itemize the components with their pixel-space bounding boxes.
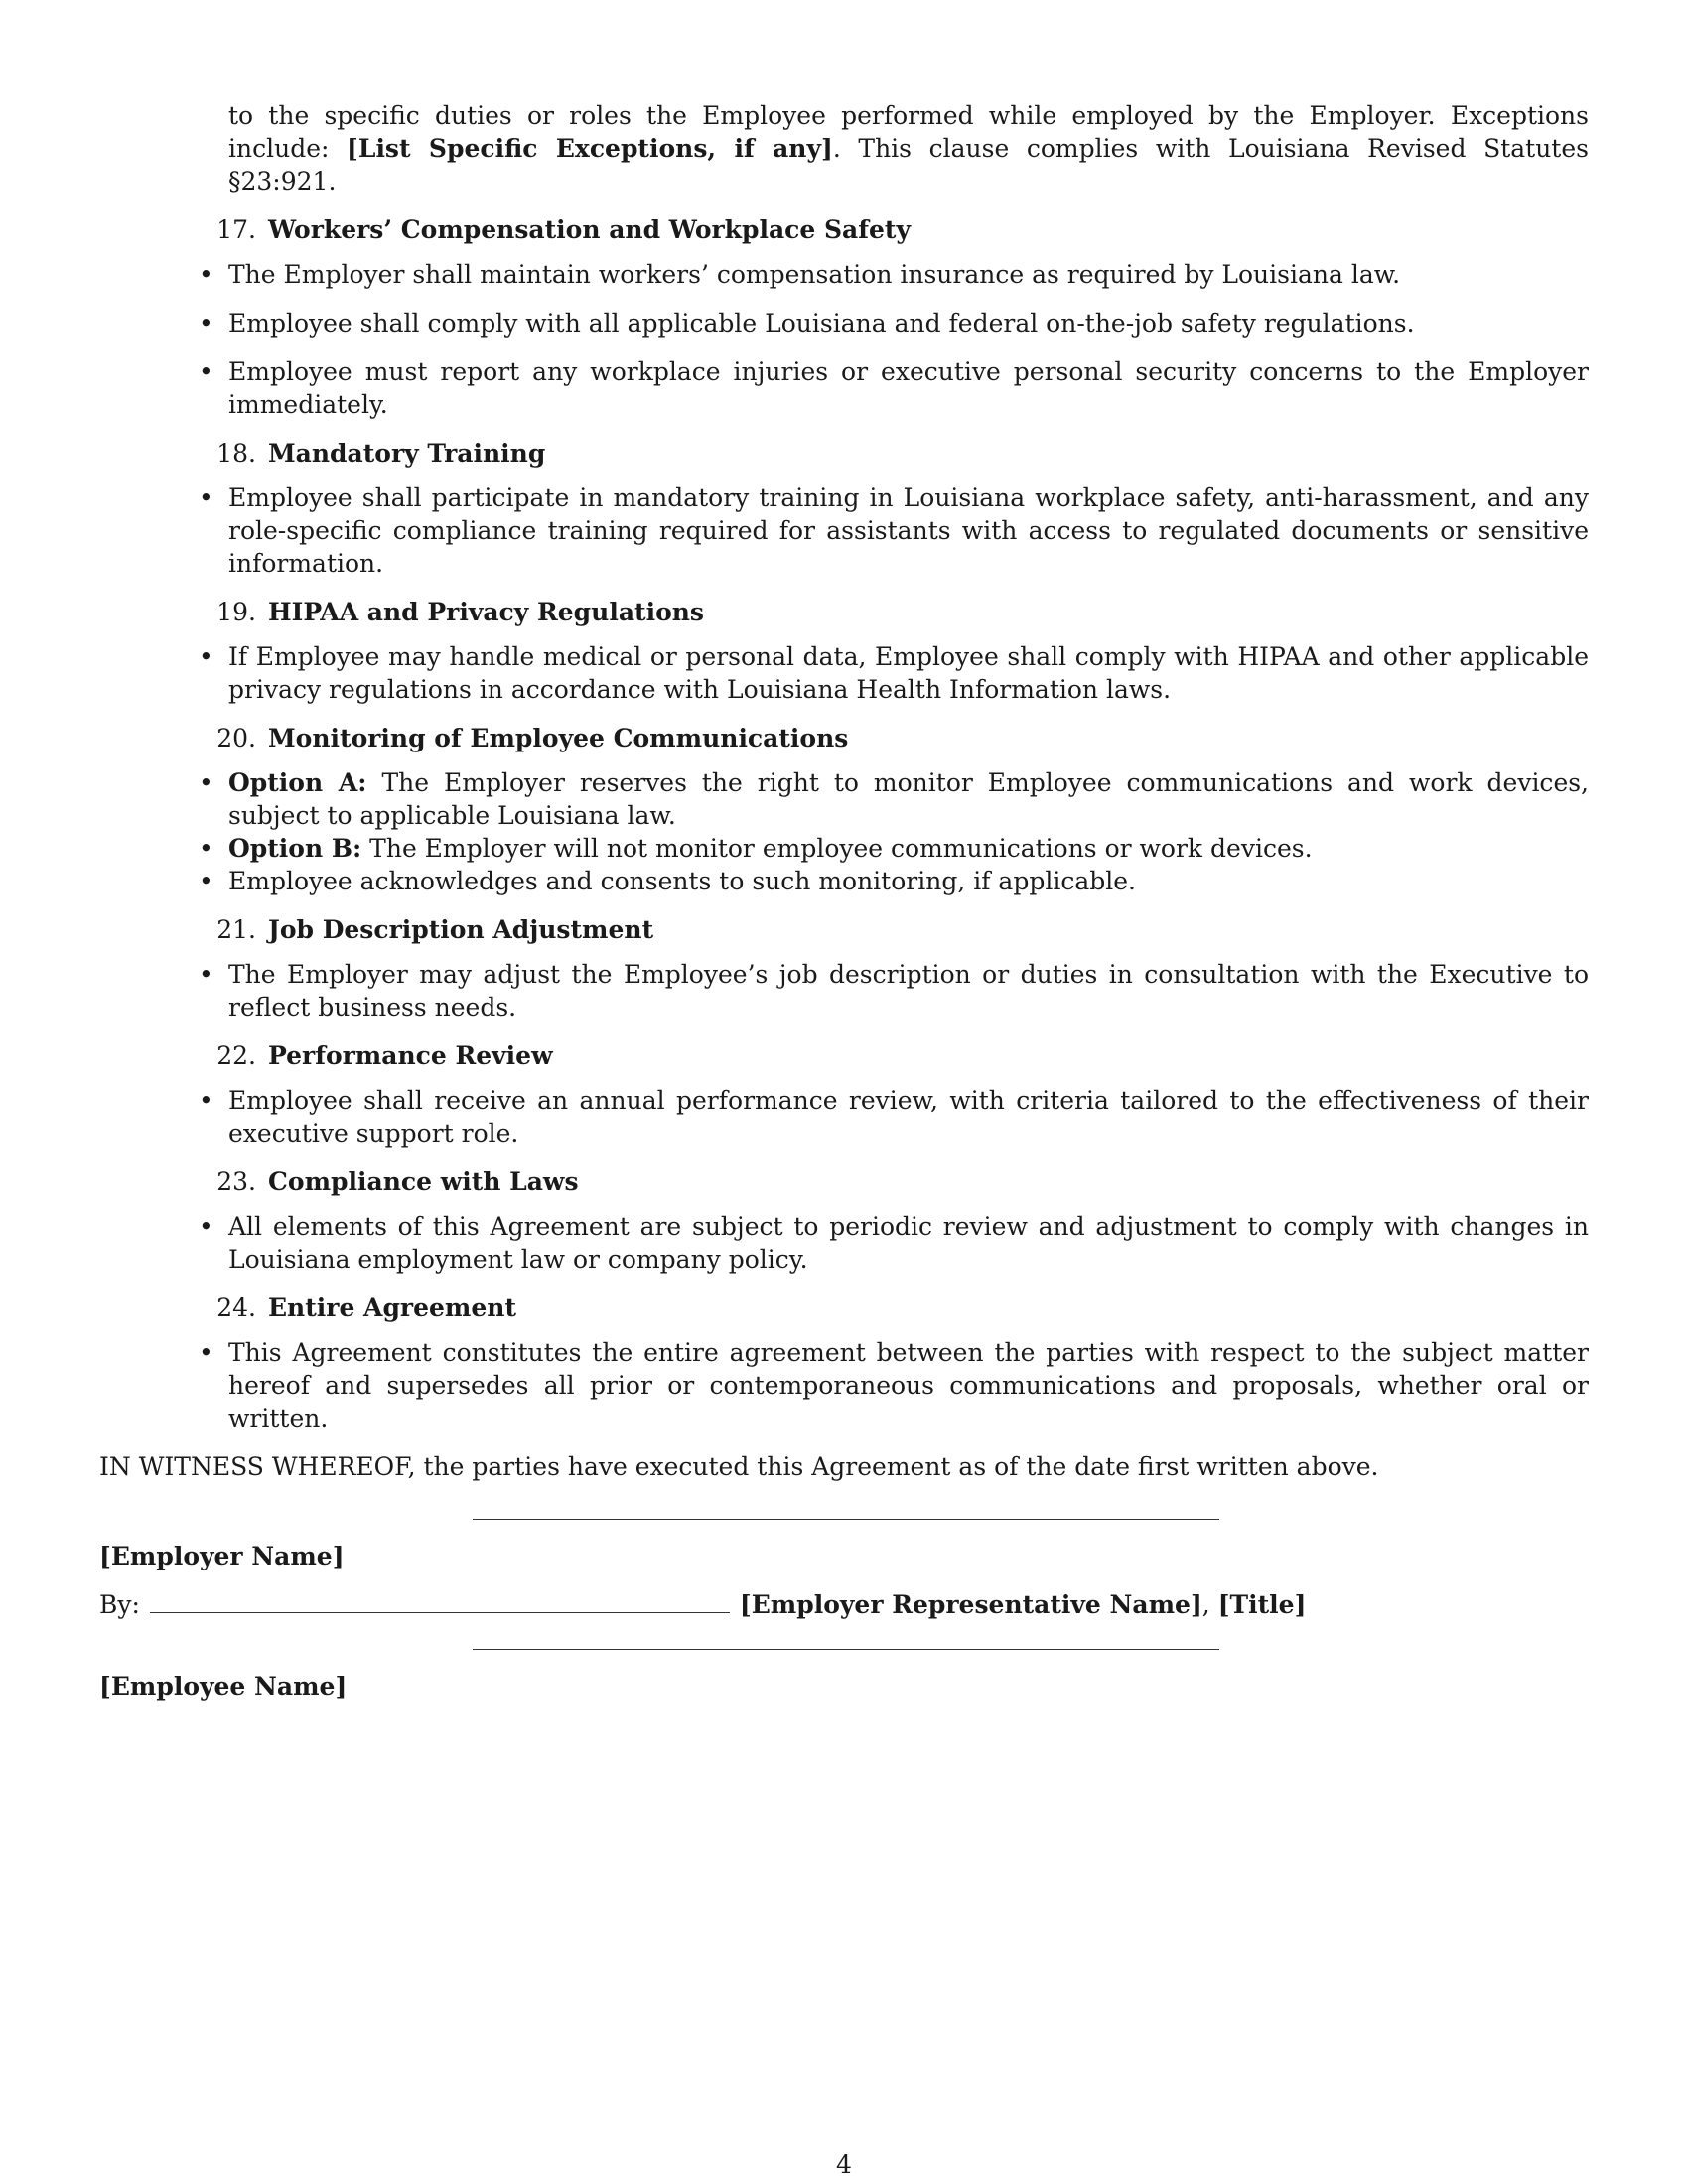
section-18-list — [99, 481, 1589, 580]
section-20-list — [99, 766, 1589, 897]
section-title: Compliance with Laws — [268, 1167, 579, 1196]
list-item: • Employee shall participate in mandatory training in Louisiana workplace safety, anti-harassment, and any role-specific compliance training required for assistants with access to regulated documents or sensitive information. — [228, 481, 1589, 580]
section-24-heading — [169, 1292, 1589, 1324]
document-page — [99, 99, 1589, 1703]
representative-title: [Title] — [1217, 1590, 1307, 1619]
section-title: Entire Agreement — [268, 1294, 516, 1322]
list-item: • Employee shall comply with all applicable Louisiana and federal on-the-job safety regulations. — [228, 307, 1589, 340]
list-item: • All elements of this Agreement are subject to periodic review and adjustment to comply with changes in Louisiana employment law or company policy. — [228, 1210, 1589, 1276]
section-19-list — [99, 640, 1589, 706]
section-title: Monitoring of Employee Communications — [268, 724, 849, 752]
section-number: 17. — [216, 215, 256, 244]
witness-statement: IN WITNESS WHEREOF, the parties have executed this Agreement as of the date first written above. — [99, 1452, 1379, 1481]
section-title: Workers’ Compensation and Workplace Safety — [268, 215, 911, 244]
continuation-text: to the specific duties or roles the Employee performed while employed by the Employer. Exceptions include: — [228, 101, 1589, 163]
section-23-list — [99, 1210, 1589, 1276]
option-b-text: The Employer will not monitor employee communications or work devices. — [361, 834, 1313, 863]
section-title: HIPAA and Privacy Regulations — [268, 598, 705, 626]
option-a-label: Option A: — [228, 768, 367, 797]
section-21-heading — [169, 913, 1589, 946]
list-item: • The Employer may adjust the Employee’s job description or duties in consultation with the Executive to reflect business needs. — [228, 958, 1589, 1024]
section-number: 20. — [216, 724, 256, 752]
section-21-list — [99, 958, 1589, 1024]
option-a-item — [228, 766, 1589, 832]
option-a-text: The Employer reserves the right to monitor Employee communications and work devices, subject to applicable Louisiana law. — [228, 768, 1590, 830]
employer-signature-line — [473, 1519, 1219, 1520]
section-24-list — [99, 1336, 1589, 1434]
employer-name: [Employer Name] — [99, 1542, 345, 1570]
list-item: • If Employee may handle medical or personal data, Employee shall comply with HIPAA and other applicable privacy regulations in accordance with Louisiana Health Information laws. — [228, 640, 1589, 706]
option-b-label: Option B: — [228, 834, 362, 863]
list-item: • Employee acknowledges and consents to such monitoring, if applicable. — [228, 865, 1589, 897]
section-number: 22. — [216, 1041, 256, 1070]
employee-signature-line — [473, 1649, 1219, 1650]
by-signature-blank — [150, 1588, 730, 1613]
employer-by-line — [99, 1588, 1589, 1621]
name-title-separator: , — [1201, 1590, 1218, 1619]
section-23-heading — [169, 1165, 1589, 1198]
list-item: • Employee shall receive an annual performance review, with criteria tailored to the effectiveness of their executive support role. — [228, 1084, 1589, 1150]
section-title: Mandatory Training — [268, 439, 546, 468]
section-title: Job Description Adjustment — [268, 915, 654, 944]
section-22-list — [99, 1084, 1589, 1150]
employee-name: [Employee Name] — [99, 1672, 348, 1701]
by-label: By: — [99, 1590, 140, 1619]
continuation-paragraph — [228, 99, 1589, 198]
section-number: 19. — [216, 598, 256, 626]
list-item: • Employee must report any workplace injuries or executive personal security concerns to the Employer immediately. — [228, 355, 1589, 421]
section-18-heading — [169, 437, 1589, 470]
section-number: 21. — [216, 915, 256, 944]
section-17-heading — [169, 213, 1589, 246]
option-b-item — [228, 832, 1589, 865]
section-22-heading — [169, 1039, 1589, 1072]
section-number: 24. — [216, 1294, 256, 1322]
list-item: • The Employer shall maintain workers’ compensation insurance as required by Louisiana law. — [228, 258, 1589, 291]
representative-name: [Employer Representative Name] — [739, 1590, 1202, 1619]
section-title: Performance Review — [268, 1041, 553, 1070]
section-17-list — [99, 258, 1589, 421]
section-20-heading — [169, 722, 1589, 754]
list-item: • This Agreement constitutes the entire agreement between the parties with respect to the subject matter hereof and supersedes all prior or contemporaneous communications and proposals, whether oral or written. — [228, 1336, 1589, 1434]
exceptions-placeholder: [List Specific Exceptions, if any] — [347, 134, 833, 163]
page-number: 4 — [836, 2150, 852, 2179]
section-number: 18. — [216, 439, 256, 468]
section-number: 23. — [216, 1167, 256, 1196]
continuation-text-end: . This clause complies with Louisiana Revised Statutes §23:921. — [228, 134, 1589, 196]
section-19-heading — [169, 596, 1589, 628]
